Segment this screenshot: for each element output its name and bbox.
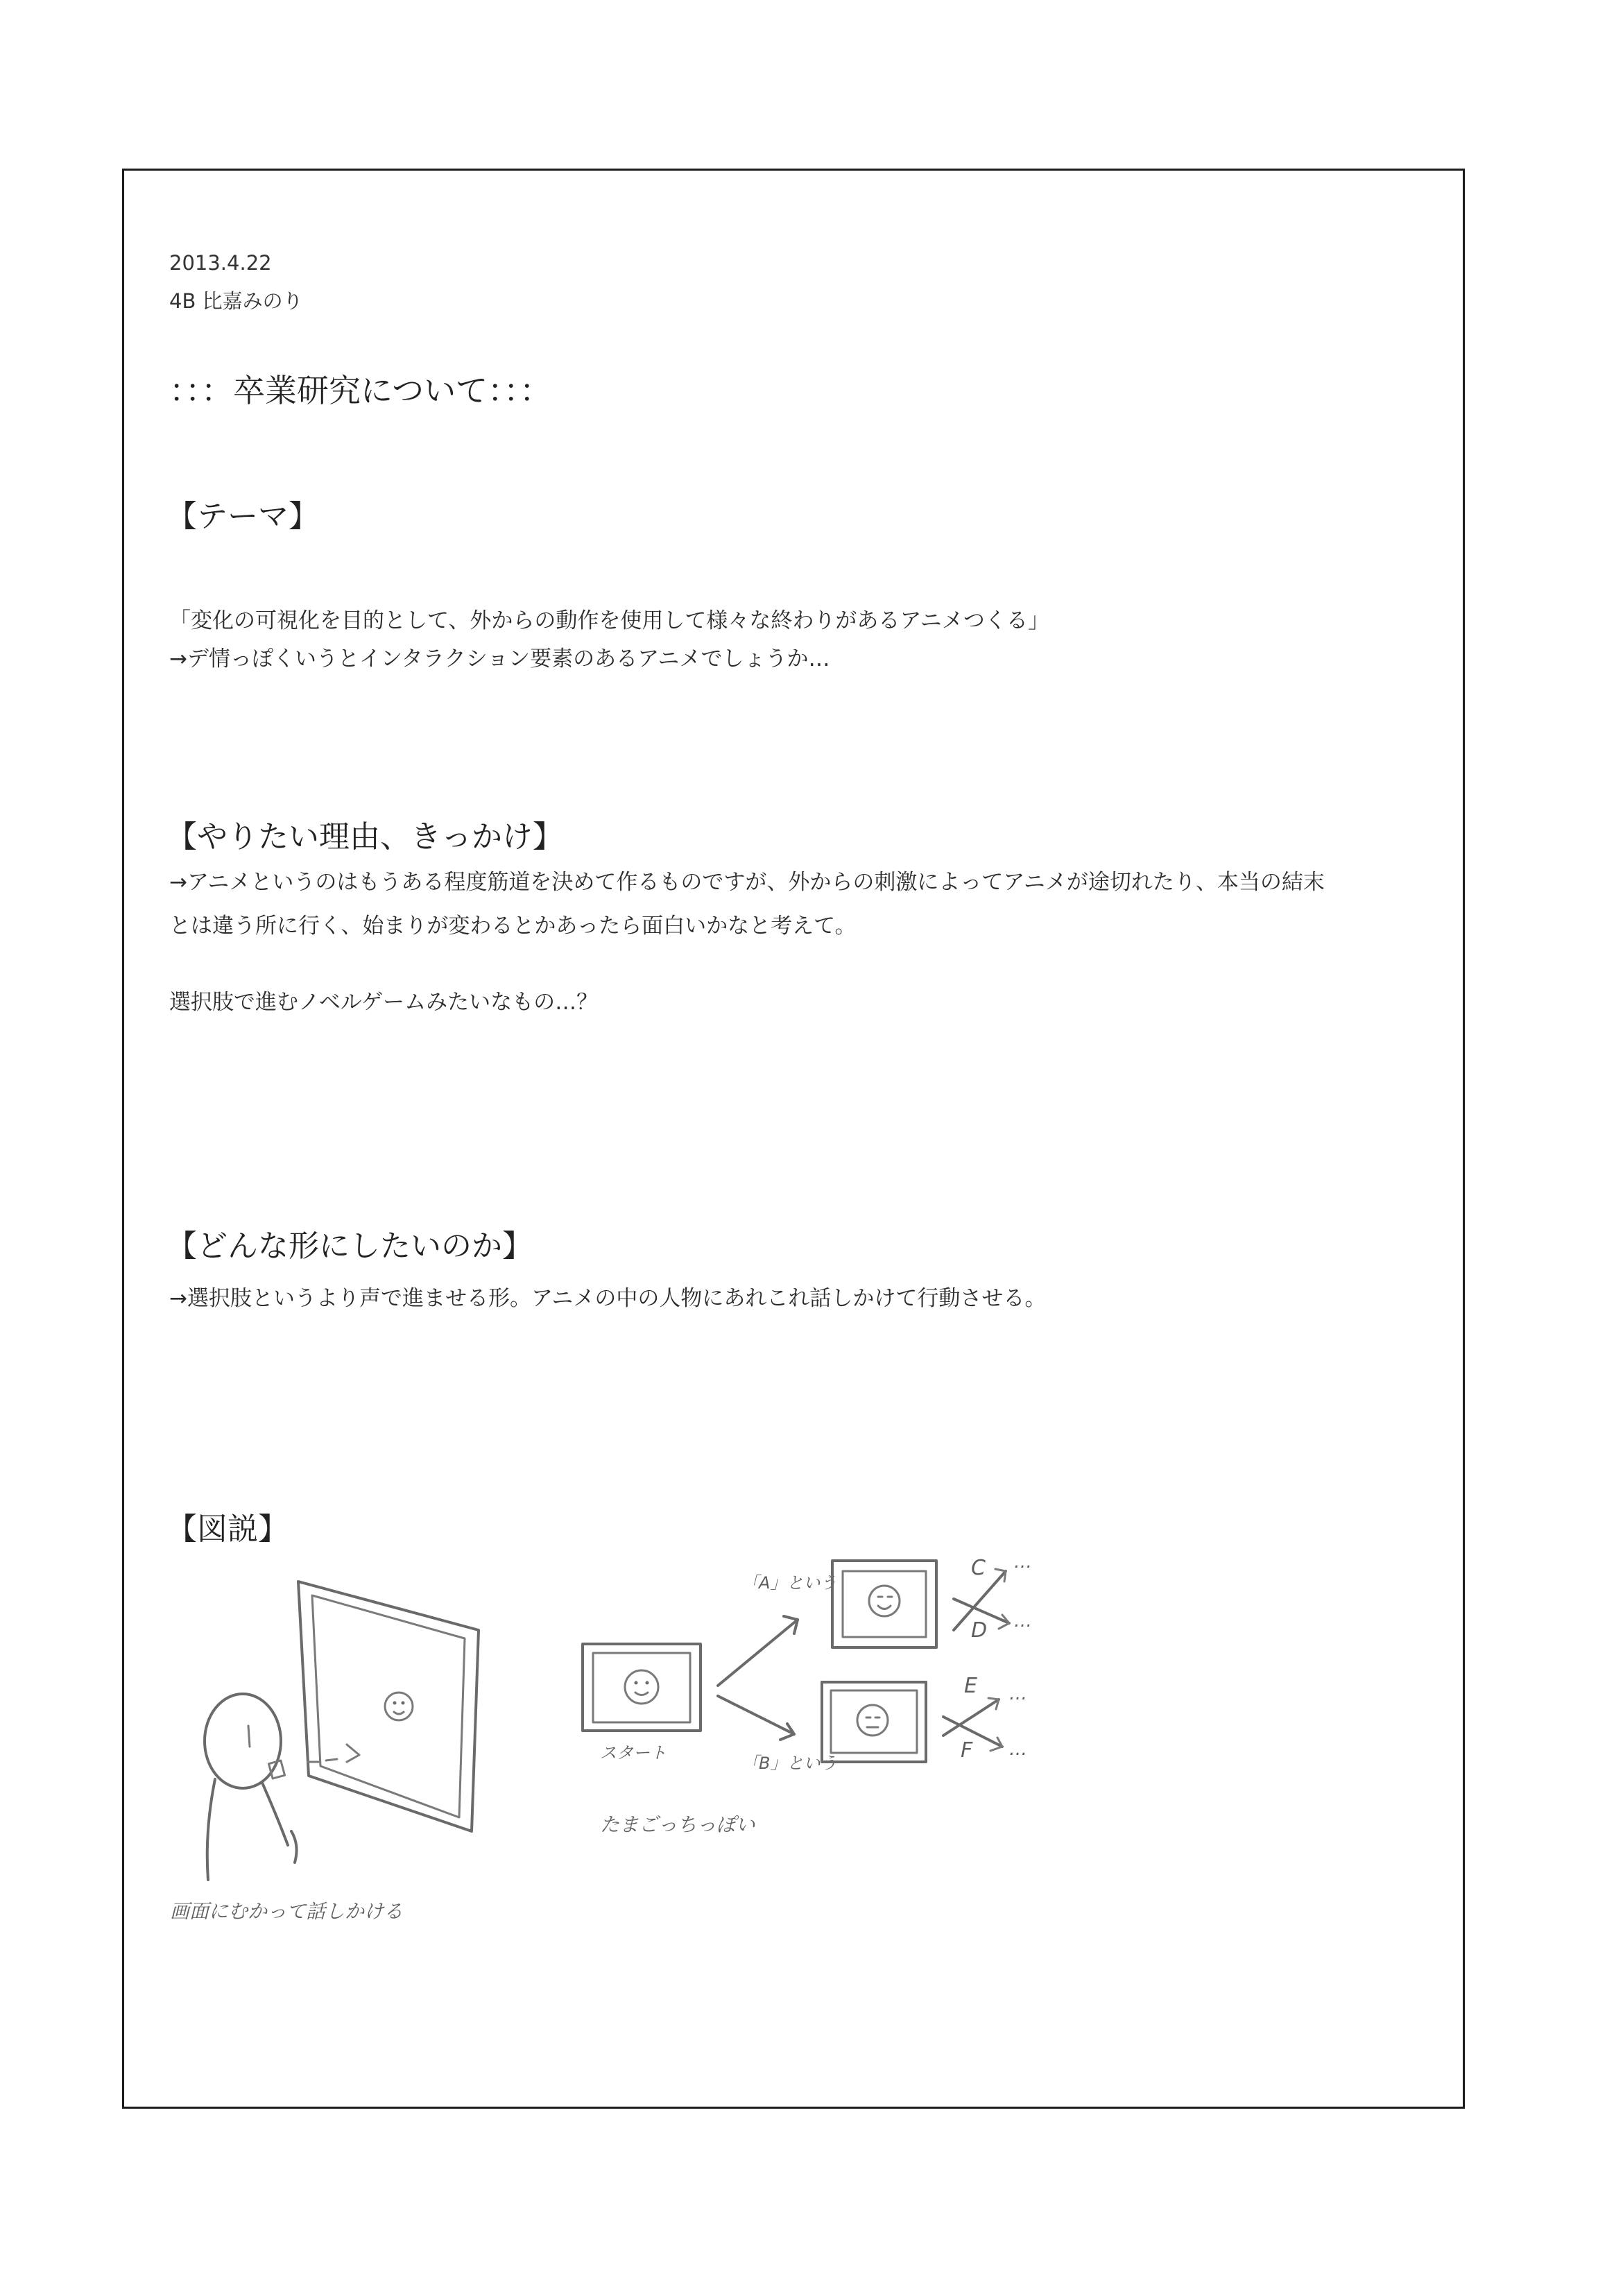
diagram-caption-bottom: たまごっちっぽい [600,1813,755,1836]
reason-line-3: 選択肢で進むノベルゲームみたいなもの…？ [169,990,599,1015]
screen-b-sketch [822,1682,926,1762]
person-sketch [205,1694,359,1880]
screen-a-sketch [832,1561,936,1647]
reason-line-1: →アニメというのはもうある程度筋道を決めて作るものですが、外からの刺激によってアニメが途切れたり、本当の結末 [169,870,1325,895]
diagram-heading: 【図説】 [166,1511,289,1547]
branch-c: C [971,1556,986,1580]
reason-heading: 【やりたい理由、きっかけ】 [166,819,563,855]
start-screen-sketch [583,1644,701,1731]
dots-f: … [1009,1739,1027,1760]
branch-f: F [961,1738,973,1763]
document-author: 4B 比嘉みのり [169,289,303,313]
reason-line-2: とは違う所に行く、始まりが変わるとかあったら面白いかなと考えて。 [169,914,857,939]
dots-e: … [1009,1684,1027,1704]
document-date: 2013.4.22 [169,251,272,275]
tv-screen-sketch [298,1582,479,1831]
page-title: ：：：卒業研究について：：： [169,372,552,409]
branch-d: D [971,1618,988,1643]
label-b: 「B」という [742,1754,837,1773]
form-line-1: →選択肢というより声で進ませる形。アニメの中の人物にあれこれ話しかけて行動させる。 [169,1286,1047,1311]
theme-line-2: →デ情っぽくいうとインタラクション要素のあるアニメでしょうか… [169,646,830,671]
diagram-caption-left: 画面にむかって話しかける [170,1900,404,1923]
diagram-caption-start: スタート [600,1743,667,1763]
dots-c: … [1014,1554,1032,1573]
form-heading: 【どんな形にしたいのか】 [166,1228,533,1264]
theme-line-1: 「変化の可視化を目的として、外からの動作を使用して様々な終わりがあるアニメつくる」 [169,608,1049,633]
theme-heading: 【テーマ】 [166,499,319,534]
label-a: 「A」という [742,1573,837,1593]
branch-e: E [964,1674,977,1698]
hand-drawn-diagram [139,1554,1110,2039]
dots-d: … [1014,1611,1032,1631]
